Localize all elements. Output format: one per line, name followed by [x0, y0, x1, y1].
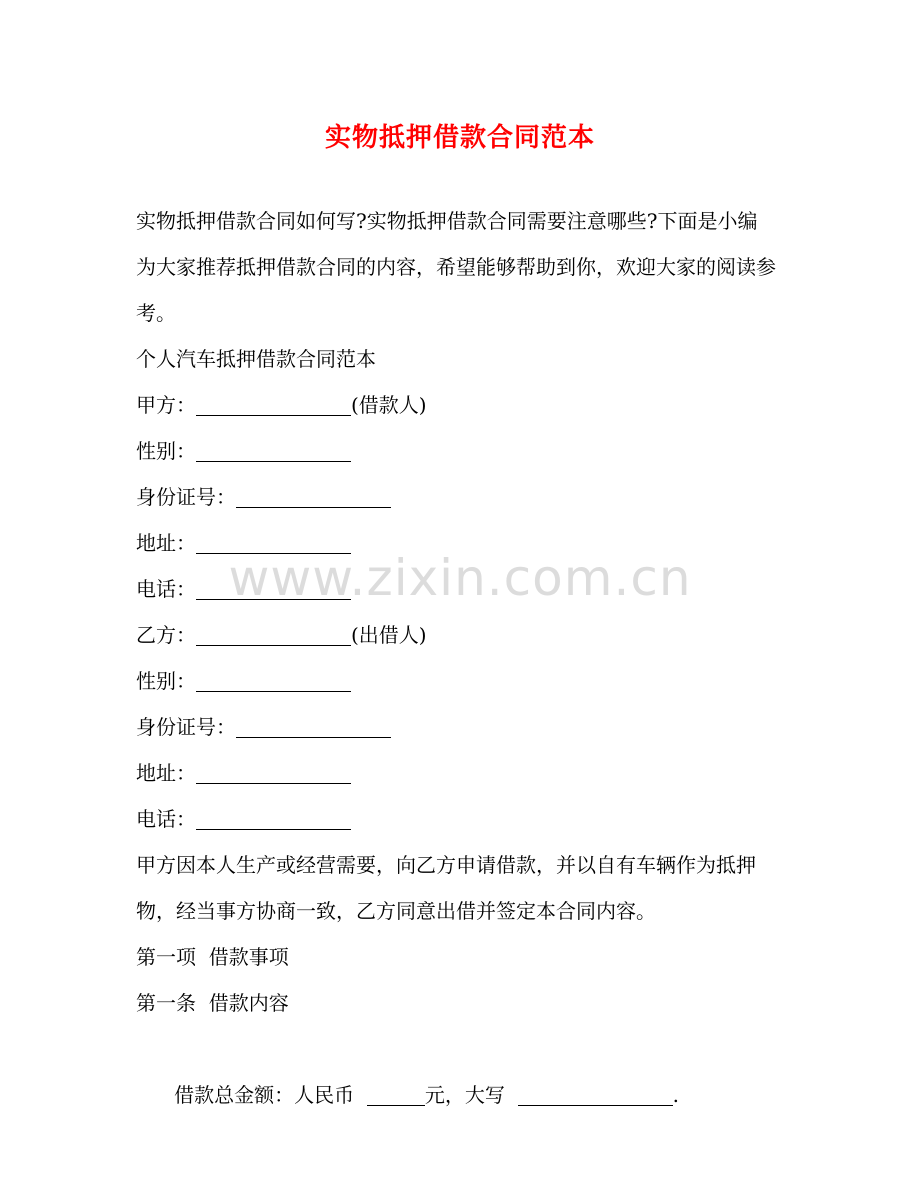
party-b-phone-line — [136, 796, 776, 842]
party-b-id-line — [136, 704, 776, 750]
party-b-suffix: (出借人) — [351, 623, 427, 647]
party-a-address-blank — [196, 552, 351, 554]
article-heading: 第一条 借款内容 — [136, 991, 289, 1015]
loan-amount-capital-blank — [518, 1104, 673, 1106]
party-b-blank — [196, 644, 351, 646]
party-a-label: 甲方： — [136, 393, 196, 417]
party-b-phone-label: 电话： — [136, 807, 196, 831]
party-b-id-blank — [236, 736, 391, 738]
party-a-id-label: 身份证号： — [136, 485, 236, 509]
party-a-line — [136, 382, 776, 428]
section-heading: 第一项 借款事项 — [136, 945, 289, 969]
party-b-gender-line — [136, 658, 776, 704]
intro-paragraph: 实物抵押借款合同如何写?实物抵押借款合同需要注意哪些?下面是小编为大家推荐抵押借款合同的内容，希望能够帮助到你，欢迎大家的阅读参考。 — [136, 209, 776, 325]
party-b-phone-blank — [196, 828, 351, 830]
party-a-phone-line — [136, 566, 776, 612]
party-b-address-blank — [196, 782, 351, 784]
watermark-text: www.zixin.com.cn — [228, 549, 692, 607]
loan-amount-blank — [367, 1104, 425, 1106]
party-a-suffix: (借款人) — [351, 393, 427, 417]
document-title: 实物抵押借款合同范本 — [324, 123, 595, 153]
party-b-address-line — [136, 750, 776, 796]
loan-amount-end: . — [672, 1083, 679, 1107]
party-a-id-line — [136, 474, 776, 520]
party-b-label: 乙方： — [136, 623, 196, 647]
party-b-address-label: 地址： — [136, 761, 196, 785]
party-a-address-line — [136, 520, 776, 566]
party-a-gender-label: 性别： — [136, 439, 196, 463]
document-body — [136, 198, 776, 1107]
party-b-gender-label: 性别： — [136, 669, 196, 693]
party-a-gender-blank — [196, 460, 351, 462]
party-a-blank — [196, 414, 351, 416]
party-a-phone-label: 电话： — [136, 577, 196, 601]
party-a-address-label: 地址： — [136, 531, 196, 555]
party-b-id-label: 身份证号： — [136, 715, 236, 739]
loan-amount-label: 借款总金额：人民币 — [174, 1083, 361, 1107]
party-a-phone-blank — [196, 598, 351, 600]
party-a-gender-line — [136, 428, 776, 474]
contract-subtitle: 个人汽车抵押借款合同范本 — [136, 347, 376, 371]
party-b-gender-blank — [196, 690, 351, 692]
party-b-line — [136, 612, 776, 658]
agreement-paragraph: 甲方因本人生产或经营需要，向乙方申请借款，并以自有车辆作为抵押物，经当事方协商一致，乙方同意出借并签定本合同内容。 — [136, 853, 756, 923]
loan-amount-line — [136, 1026, 776, 1107]
party-a-id-blank — [236, 506, 391, 508]
loan-amount-unit: 元，大写 — [424, 1083, 512, 1107]
